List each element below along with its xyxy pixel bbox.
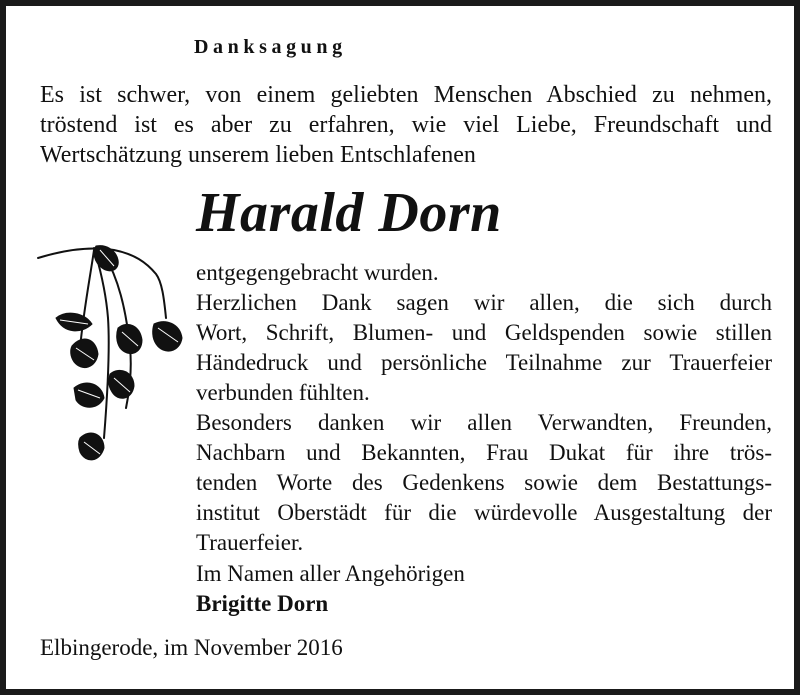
body-paragraph [196,258,772,558]
place-date: Elbingerode, im November 2016 [40,635,343,660]
signer-name: Brigitte Dorn [196,591,329,616]
body-line: Nachbarn und Bekannten, Frau Dukat für ihre trös- [196,440,772,465]
deceased-name: Harald Dorn [196,182,502,244]
birch-branch-icon [34,238,194,478]
body-line: Händedruck und persönliche Teilnahme zur Trauerfeier [196,350,772,375]
body-line: institut Oberstädt für die würdevolle Ausgestaltung der [196,500,772,525]
closing-line: Im Namen aller Angehörigen [196,561,465,586]
intro-line: Wertschätzung unserem lieben Entschlafenen [40,142,476,168]
body-line: verbunden fühlten. [196,380,370,405]
body-line: Trauerfeier. [196,530,304,555]
body-line: Herzlichen Dank sagen wir allen, die sich durch [196,290,772,315]
body-line: Wort, Schrift, Blumen- und Geldspenden sowie stillen [196,320,772,345]
intro-line: Es ist schwer, von einem geliebten Menschen Abschied zu nehmen, [40,82,772,108]
intro-line: tröstend ist es aber zu erfahren, wie viel Liebe, Freundschaft und [40,112,772,138]
intro-paragraph [40,80,772,170]
body-line: tenden Worte des Gedenkens sowie dem Bestattungs- [196,470,772,495]
body-line: Besonders danken wir allen Verwandten, Freunden, [196,410,772,435]
notice-heading: Danksagung [194,36,347,58]
closing-block [196,559,465,619]
body-line: entgegengebracht wurden. [196,260,439,285]
